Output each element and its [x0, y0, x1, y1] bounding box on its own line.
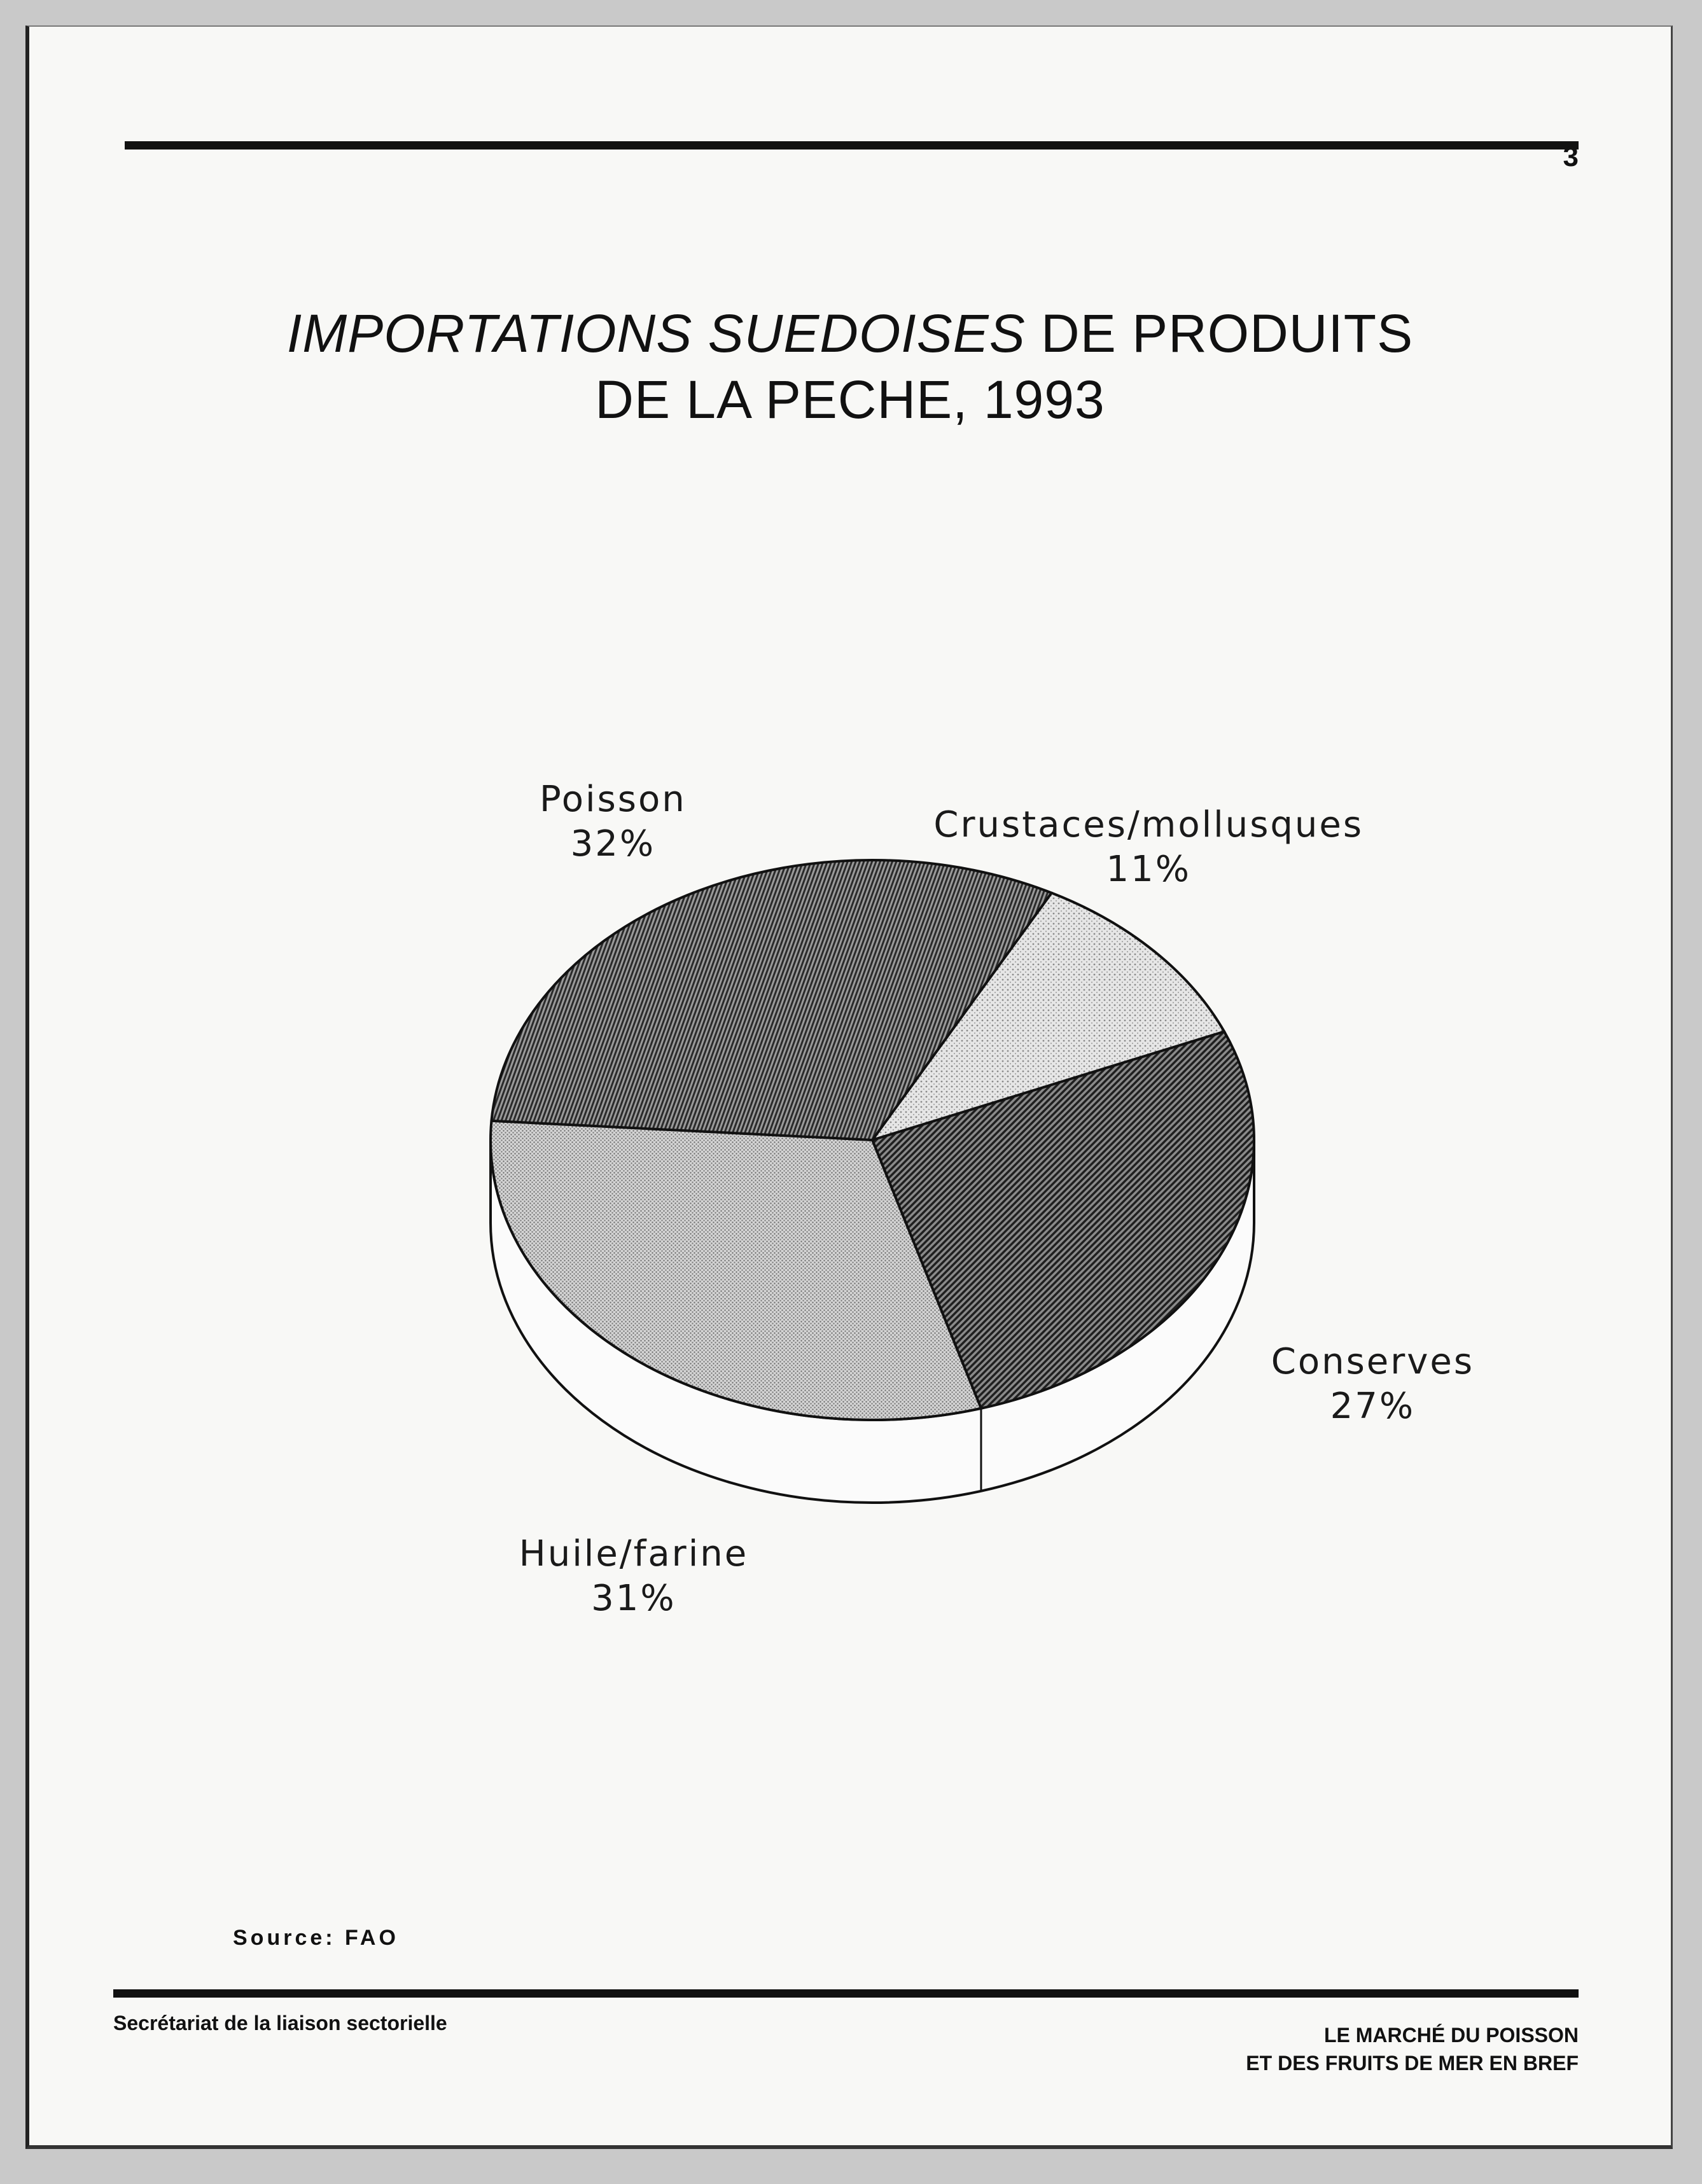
slice-label-value: 32%: [570, 823, 656, 865]
slice-label-value: 31%: [591, 1578, 676, 1620]
slice-label-2: [1271, 1340, 1474, 1429]
footer-right-line1: LE MARCHÉ DU POISSON: [1323, 2024, 1579, 2047]
slice-label-name: Poisson: [540, 778, 687, 820]
pie-chart: [29, 27, 1671, 2145]
footer-right-line2: ET DES FRUITS DE MER EN BREF: [1246, 2052, 1579, 2075]
slice-label-value: 27%: [1330, 1386, 1416, 1428]
page-number: 3: [1563, 141, 1579, 172]
footer-right: [1246, 2021, 1579, 2077]
title-line2: DE LA PECHE, 1993: [595, 370, 1105, 429]
slice-label-name: Crustaces/mollusques: [933, 804, 1364, 846]
source-note: Source: FAO: [233, 1926, 399, 1950]
slice-label-4: [540, 777, 687, 866]
footer-left: Secrétariat de la liaison sectorielle: [113, 2012, 447, 2034]
title-italic: IMPORTATIONS SUEDOISES: [286, 303, 1026, 363]
slice-label-3: [519, 1532, 749, 1621]
pie-top-face: [491, 860, 1254, 1420]
slice-label-name: Conserves: [1271, 1341, 1475, 1383]
footer-rule: [113, 1989, 1579, 1998]
slice-label-value: 11%: [1106, 849, 1191, 891]
title-rest: DE PRODUITS: [1025, 303, 1414, 363]
document-page: [25, 25, 1673, 2149]
slice-label-1: [933, 803, 1364, 892]
slice-label-name: Huile/farine: [519, 1533, 749, 1575]
